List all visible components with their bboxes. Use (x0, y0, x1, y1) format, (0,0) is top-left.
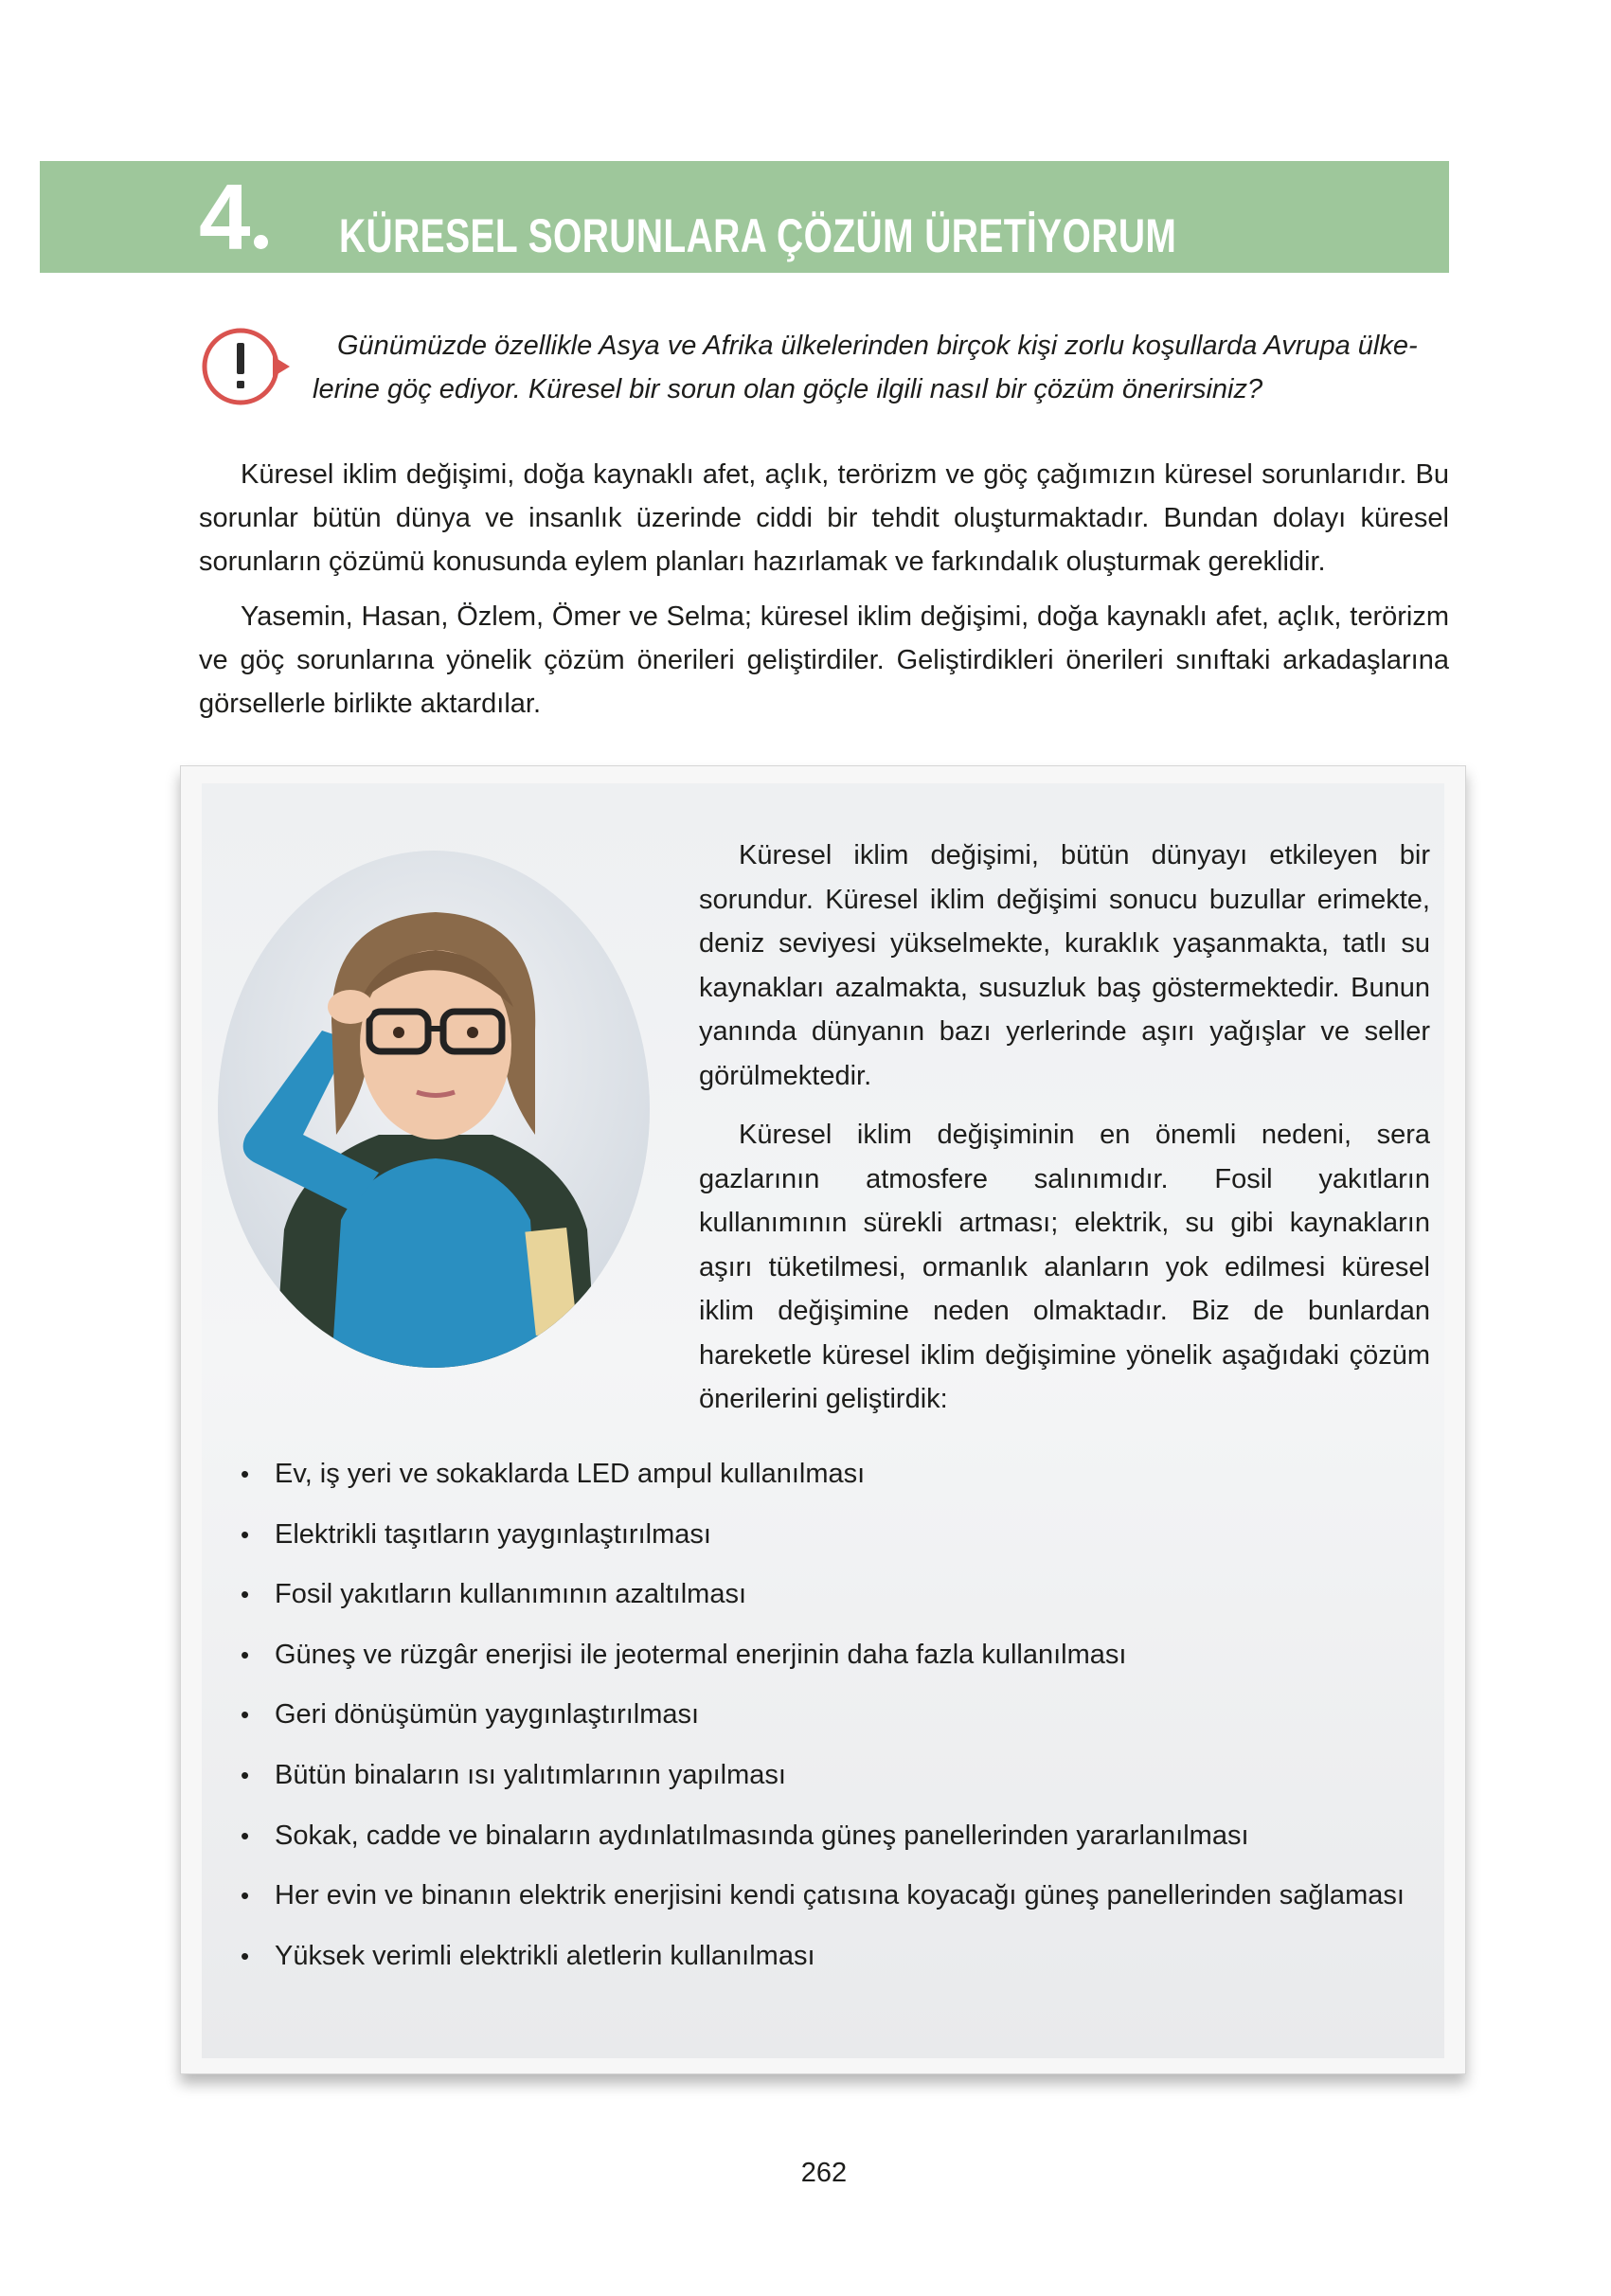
list-item: • Fosil yakıtların kullanımının azaltılması (241, 1577, 1453, 1638)
list-item: • Bütün binaların ısı yalıtımlarının yapılması (241, 1758, 1453, 1819)
list-item: • Her evin ve binanın elektrik enerjisini kendi çatısına koyacağı güneş panellerinden sağlaması (241, 1878, 1453, 1939)
discussion-question (313, 324, 1449, 411)
intro-paragraph: Küresel iklim değişimi, doğa kaynaklı afet, açlık, terörizm ve göç çağımızın küresel sorunlarıdır. Bu sorunlar bütün dünya ve insanlık üzerinde ciddi bir tehdit oluşturmaktadır. Bundan dolayı küresel sorunların çözümü konusunda eylem planları hazırlamak ve farkındalık oluşturmak gereklidir. (199, 459, 1449, 577)
section-title: KÜRESEL SORUNLARA ÇÖZÜM ÜRETİYORUM (339, 209, 1177, 262)
question-line: Günümüzde özellikle Asya ve Afrika ülkelerinden birçok kişi zorlu koşullarda Avrupa ülke- (337, 331, 1418, 361)
list-item: • Güneş ve rüzgâr enerjisi ile jeotermal enerjinin daha fazla kullanılması (241, 1638, 1453, 1698)
intro-paragraph: Yasemin, Hasan, Özlem, Ömer ve Selma; küresel iklim değişimi, doğa kaynaklı afet, açlık, terörizm ve göç sorunlarına yönelik çözüm önerileri geliştirdiler. Geliştirdikleri önerileri sınıftaki arkadaşlarına görsellerle birlikte aktardılar. (199, 601, 1449, 719)
section-header-band (40, 161, 1449, 273)
exclamation-icon (197, 322, 295, 411)
list-item: • Yüksek verimli elektrikli aletlerin kullanılması (241, 1939, 1453, 2000)
student-photo (218, 851, 650, 1368)
solution-list (241, 1457, 1453, 1999)
intro-text (199, 453, 1449, 737)
list-item: • Sokak, cadde ve binaların aydınlatılmasında güneş panellerinden yararlanılması (241, 1819, 1453, 1879)
list-item: • Geri dönüşümün yaygınlaştırılması (241, 1697, 1453, 1758)
list-item: • Elektrikli taşıtların yaygınlaştırılması (241, 1517, 1453, 1578)
question-line: lerine göç ediyor. Küresel bir sorun olan göçle ilgili nasıl bir çözüm önerirsiniz? (313, 374, 1263, 404)
section-number: 4 (199, 170, 268, 263)
list-item: • Ev, iş yeri ve sokaklarda LED ampul kullanılması (241, 1457, 1453, 1517)
climate-text (699, 834, 1430, 1437)
page-number: 262 (800, 2158, 848, 2188)
climate-paragraph: Küresel iklim değişimi, bütün dünyayı etkileyen bir sorundur. Küresel iklim değişimi sonucu buzullar erimekte, deniz seviyesi yükselmekte, kuraklık yaşanmakta, tatlı su kaynakları azalmakta, susuzluk baş göstermektedir. Bunun yanında dünyanın bazı yerlerinde aşırı yağışlar ve seller görülmektedir. (699, 840, 1430, 1091)
climate-paragraph: Küresel iklim değişiminin en önemli nedeni, sera gazlarının atmosfere salınımıdır. Fosil yakıtların kullanımının sürekli artması; elektrik, su gibi kaynakların aşırı tüketilmesi, ormanlık alanların yok edilmesi küresel iklim değişimine neden olmaktadır. Biz de bunlardan hareketle küresel iklim değişimine yönelik aşağıdaki çözüm önerilerini geliştirdik: (699, 1120, 1430, 1414)
